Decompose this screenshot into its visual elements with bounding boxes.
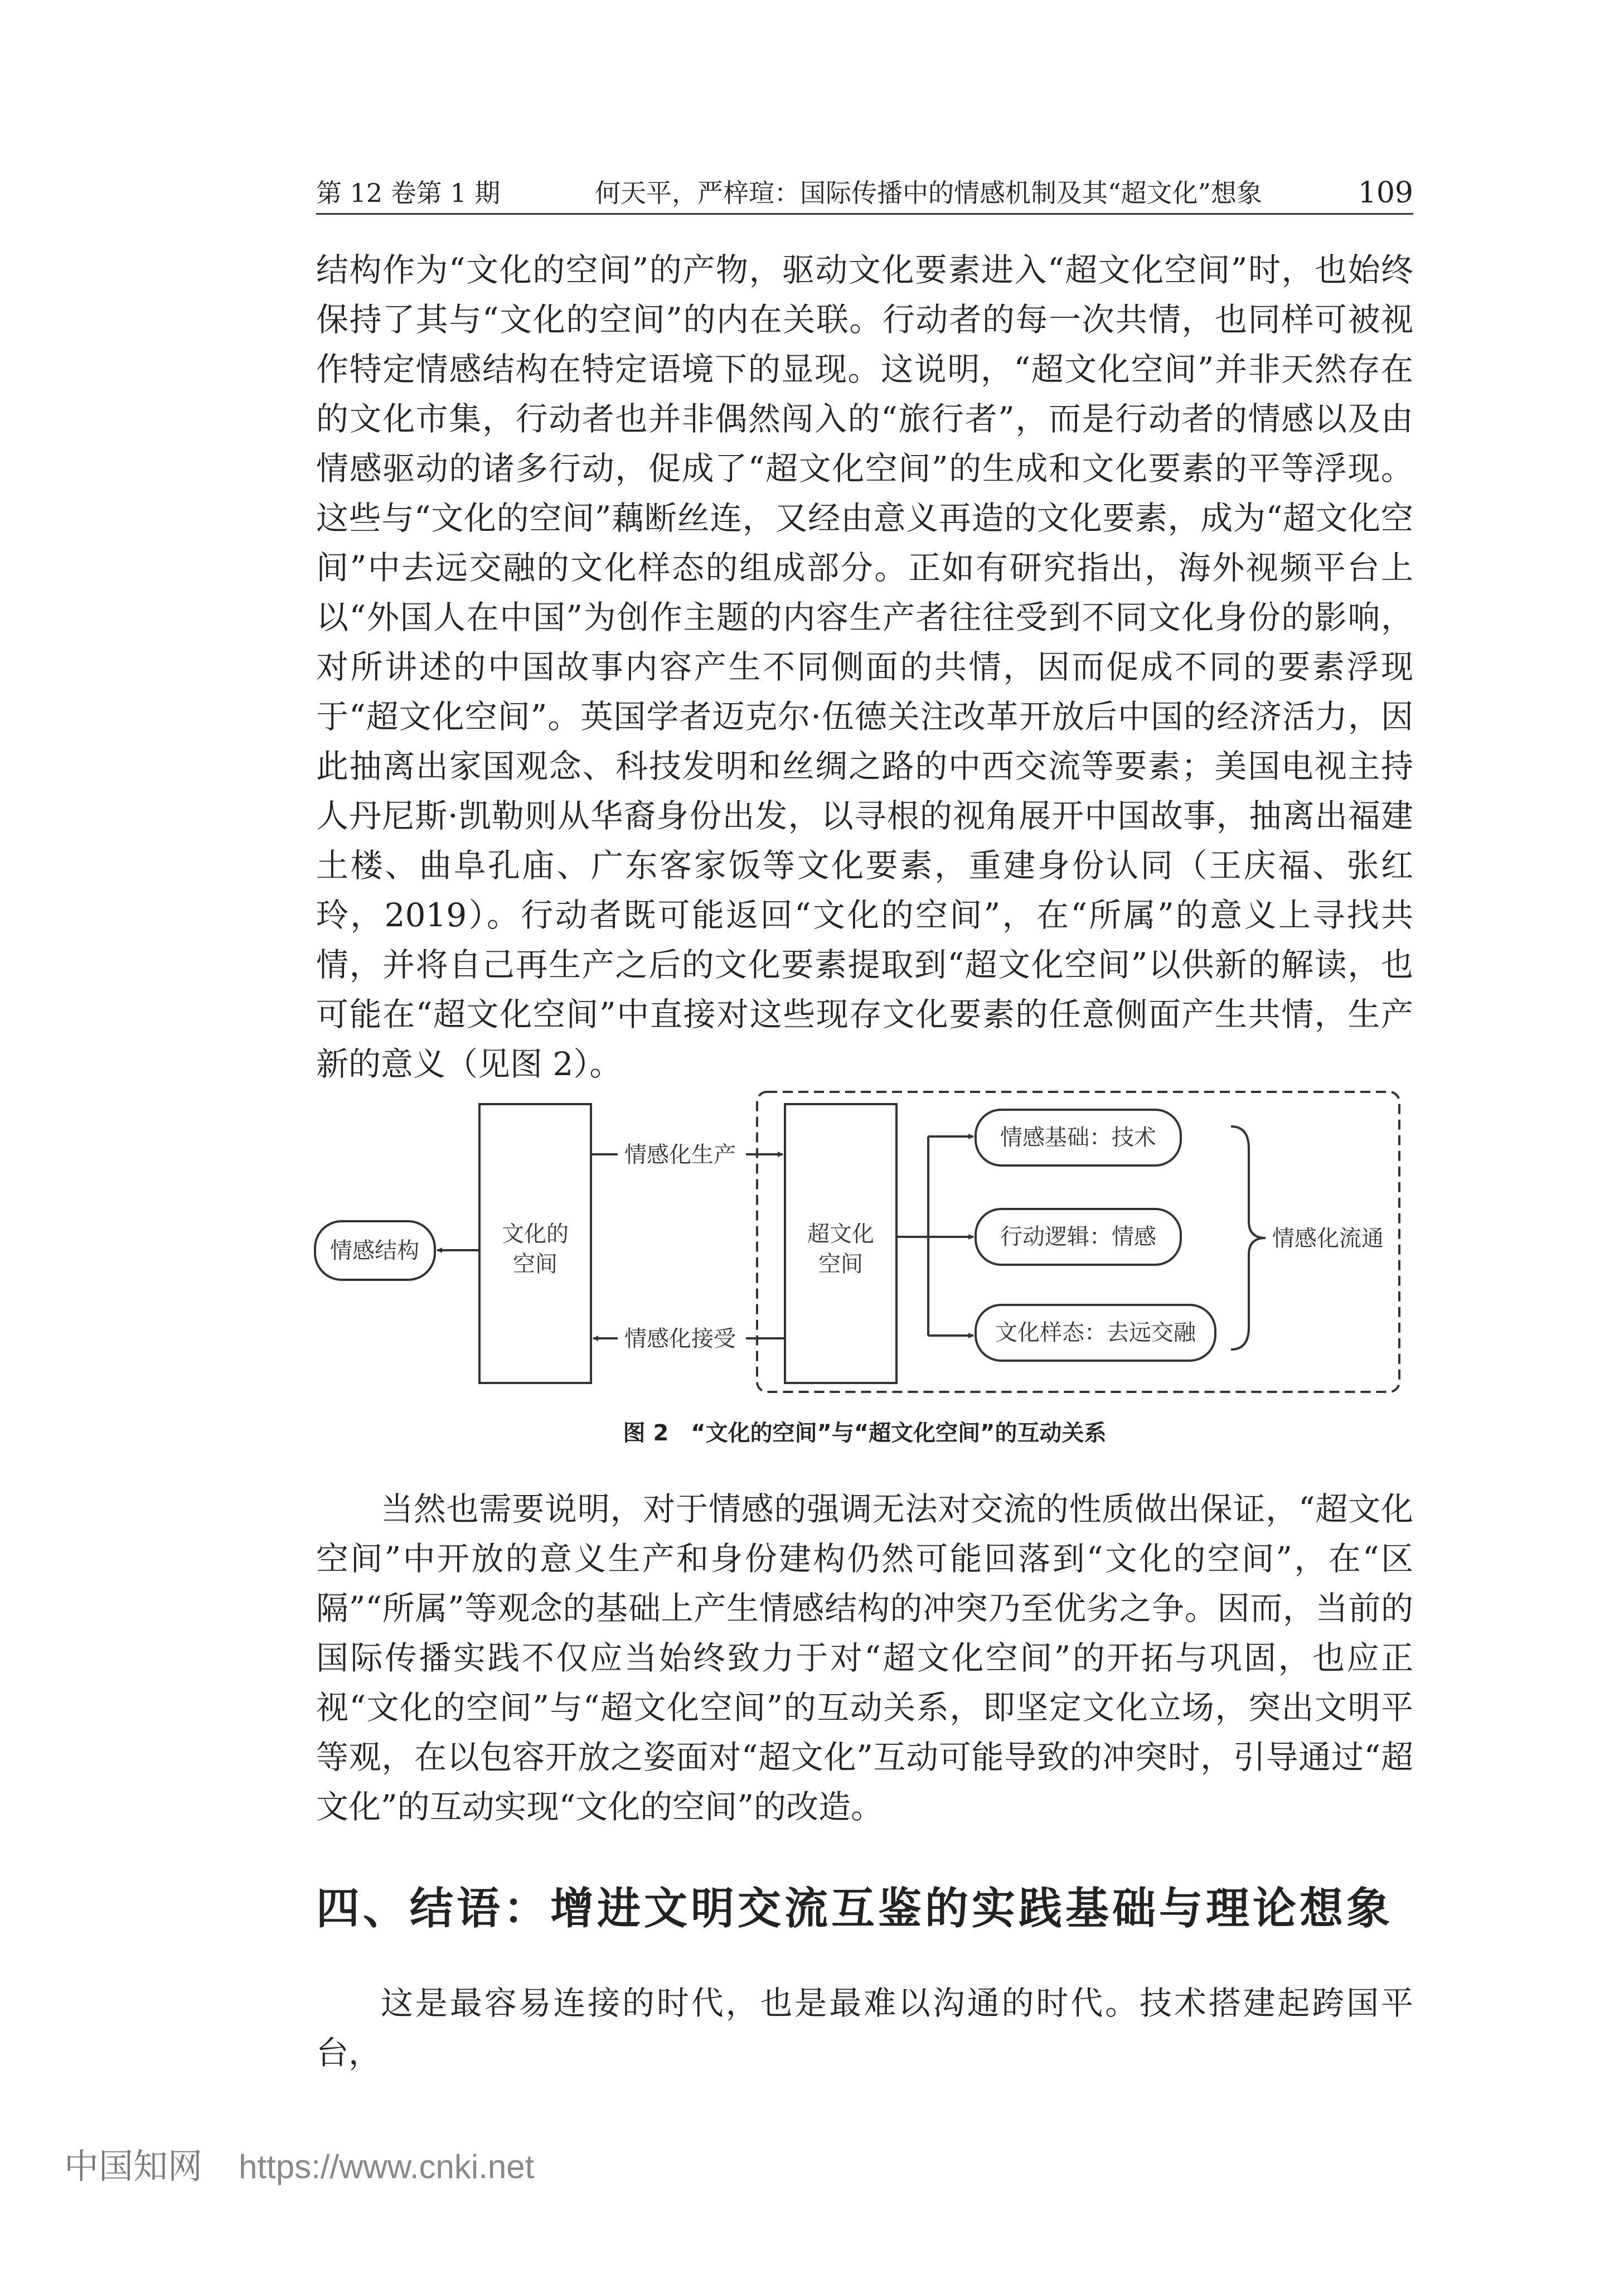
node-basis-label: 情感基础：技术 xyxy=(1000,1125,1156,1150)
arrow-reception-label: 情感化接受 xyxy=(624,1326,736,1352)
curly-brace xyxy=(1231,1126,1266,1350)
figure-2-diagram xyxy=(312,1071,1416,1416)
arrow-production-label: 情感化生产 xyxy=(624,1142,736,1168)
cnki-logo: 中国知网 xyxy=(64,2146,203,2187)
body-paragraph-2: 当然也需要说明，对于情感的强调无法对交流的性质做出保证，“超文化空间”中开放的意义生产和身份建构仍然可能回落到“文化的空间”，在“区隔”“所属”等观念的基础上产生情感结构的冲突乃至优劣之争。因而，当前的国际传播实践不仅应当始终致力于对“超文化空间”的开拓与巩固，也应正视“文化的空间”与“超文化空间”的互动关系，即坚定文化立场，突出文明平等观，在以包容开放之姿面对“超文化”互动可能导致的冲突时，引导通过“超文化”的互动实现“文化的空间”的改造。 xyxy=(316,1490,1413,1826)
node-emotional-structure-label: 情感结构 xyxy=(330,1238,419,1264)
page-number: 109 xyxy=(1358,176,1413,210)
header-rule xyxy=(316,213,1413,215)
node-cultural-space-label-2: 空间 xyxy=(513,1251,558,1277)
node-form-label: 文化样态：去远交融 xyxy=(995,1320,1196,1346)
cnki-url[interactable]: https://www.cnki.net xyxy=(239,2148,535,2185)
node-transcultural-space-label-2: 空间 xyxy=(818,1251,863,1277)
figure-caption: 图 2 “文化的空间”与“超文化空间”的互动关系 xyxy=(623,1420,1107,1446)
node-logic-label: 行动逻辑：情感 xyxy=(1000,1224,1156,1250)
node-circulation-label: 情感化流通 xyxy=(1272,1226,1384,1251)
body-paragraph-3: 这是最容易连接的时代，也是最难以沟通的时代。技术搭建起跨国平台， xyxy=(316,1984,1413,2072)
body-paragraph-1: 结构作为“文化的空间”的产物，驱动文化要素进入“超文化空间”时，也始终保持了其与“文化的空间”的内在关联。行动者的每一次共情，也同样可被视作特定情感结构在特定语境下的显现。这说明，“超文化空间”并非天然存在的文化市集，行动者也并非偶然闯入的“旅行者”，而是行动者的情感以及由情感驱动的诸多行动，促成了“超文化空间”的生成和文化要素的平等浮现。这些与“文化的空间”藕断丝连，又经由意义再造的文化要素，成为“超文化空间”中去远交融的文化样态的组成部分。正如有研究指出，海外视频平台上以“外国人在中国”为创作主题的内容生产者往往受到不同文化身份的影响，对所讲述的中国故事内容产生不同侧面的共情，因而促成不同的要素浮现于“超文化空间”。英国学者迈克尔·伍德关注改革开放后中国的经济活力，因此抽离出家国观念、科技发明和丝绸之路的中西交流等要素；美国电视主持人丹尼斯·凯勒则从华裔身份出发，以寻根的视角展开中国故事，抽离出福建土楼、曲阜孔庙、广东客家饭等文化要素，重建身份认同（王庆福、张红玲，2019）。行动者既可能返回“文化的空间”，在“所属”的意义上寻找共情，并将自己再生产之后的文化要素提取到“超文化空间”以供新的解读，也可能在“超文化空间”中直接对这些现存文化要素的任意侧面产生共情，生产新的意义（见图 2）。 xyxy=(316,251,1413,1083)
section-heading: 四、结语：增进文明交流互鉴的实践基础与理论想象 xyxy=(316,1883,1394,1934)
node-cultural-space-label-1: 文化的 xyxy=(502,1221,569,1247)
running-title: 何天平，严梓瑄：国际传播中的情感机制及其“超文化”想象 xyxy=(595,178,1263,208)
running-header xyxy=(316,174,1413,212)
watermark-footer xyxy=(64,2141,534,2192)
journal-volume-issue: 第 12 卷第 1 期 xyxy=(316,178,501,208)
node-transcultural-space-label-1: 超文化 xyxy=(807,1221,874,1247)
